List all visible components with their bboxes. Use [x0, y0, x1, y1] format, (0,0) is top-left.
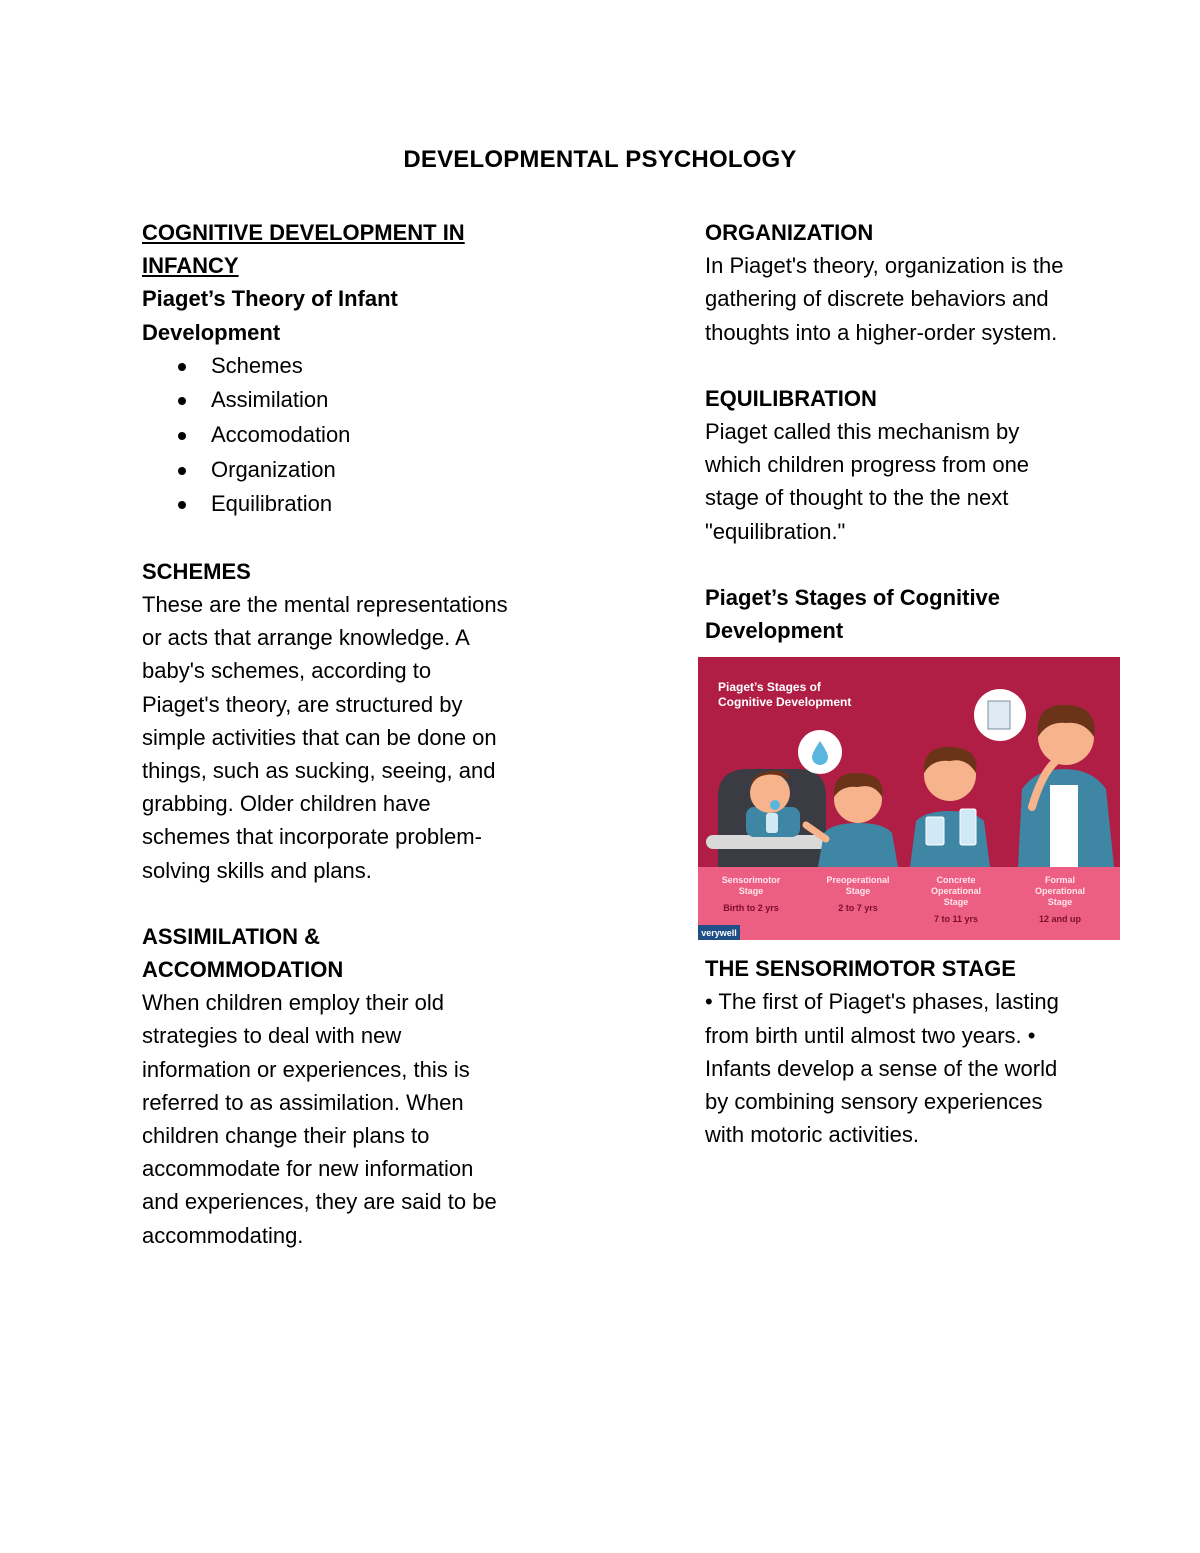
stage-name: Operational	[930, 886, 982, 897]
stage-name: Concrete	[936, 875, 976, 886]
teen-shirt	[1050, 785, 1078, 867]
stages-infographic	[698, 657, 1120, 940]
list-item: Schemes	[142, 349, 514, 384]
stage-name: Formal	[1044, 875, 1076, 886]
list-item: Organization	[142, 453, 514, 488]
paper-icon	[988, 701, 1010, 729]
stages-heading: Piaget’s Stages of Cognitive Development	[705, 584, 1001, 644]
assimilation-paragraph: When children employ their old strategies to deal with new information or experiences, this is referred to as assimilation. When children change their plans to accommodate for new information and experiences, they are said to be accommodating.	[142, 990, 497, 1248]
stage-name: Stage	[943, 897, 969, 908]
sensorimotor-paragraph: • The first of Piaget's phases, lasting from birth until almost two years. • Infants develop a sense of the world by combining sensory experiences with motoric activities.	[705, 989, 1059, 1148]
list-item: Assimilation	[142, 383, 514, 418]
organization-paragraph: In Piaget's theory, organization is the gathering of discrete behaviors and thoughts into a higher-order system.	[705, 253, 1064, 345]
equilibration-heading: EQUILIBRATION	[705, 385, 877, 411]
baby-figure	[706, 769, 838, 867]
assimilation-heading: ASSIMILATION & ACCOMMODATION	[142, 923, 344, 983]
left-column	[142, 216, 514, 1252]
section-heading: COGNITIVE DEVELOPMENT IN INFANCY	[142, 220, 465, 279]
stage-name: Sensorimotor	[721, 875, 781, 886]
subheading: Piaget’s Theory of Infant Development	[142, 286, 398, 345]
stage-name: Stage	[738, 886, 764, 897]
infographic-title-line1: Piaget’s Stages of	[718, 680, 821, 695]
glass-left	[926, 817, 944, 845]
baby-bottle	[766, 813, 778, 833]
stage-age: 12 and up	[1038, 914, 1082, 925]
stages-illustration	[698, 657, 1120, 940]
sensorimotor-heading: THE SENSORIMOTOR STAGE	[705, 956, 1016, 982]
brand-logo: verywell	[701, 928, 737, 939]
page-title: DEVELOPMENTAL PSYCHOLOGY	[403, 146, 797, 173]
right-column	[701, 216, 1086, 1151]
stage-name: Stage	[1047, 897, 1073, 908]
schemes-paragraph: These are the mental representations or acts that arrange knowledge. A baby's schemes, according to Piaget's theory, are structured by simple activities that can be done on things, such as sucking, seeing, and grabbing. Older children have schemes that incorporate problem-solving skills and plans.	[142, 591, 508, 883]
schemes-heading: SCHEMES	[142, 558, 251, 584]
equilibration-paragraph: Piaget called this mechanism by which children progress from one stage of thought to the the next "equilibration."	[705, 419, 1030, 544]
glass-right	[960, 809, 976, 845]
concept-list	[142, 349, 514, 522]
list-item: Equilibration	[142, 487, 514, 522]
stage-name: Stage	[845, 886, 871, 897]
child-shirt	[818, 823, 898, 867]
stage-age: 7 to 11 yrs	[933, 914, 979, 925]
stage-age: Birth to 2 yrs	[723, 903, 779, 914]
organization-heading: ORGANIZATION	[705, 220, 874, 245]
stage-age: 2 to 7 yrs	[838, 903, 878, 914]
thought-bubble-water	[798, 730, 842, 774]
stage-name: Operational	[1034, 886, 1086, 897]
child-shirt	[910, 811, 990, 867]
pacifier	[770, 800, 780, 810]
infographic-title-line2: Cognitive Development	[718, 695, 852, 710]
thought-bubble-math	[974, 689, 1026, 741]
list-item: Accomodation	[142, 418, 514, 453]
stage-name: Preoperational	[826, 875, 890, 886]
